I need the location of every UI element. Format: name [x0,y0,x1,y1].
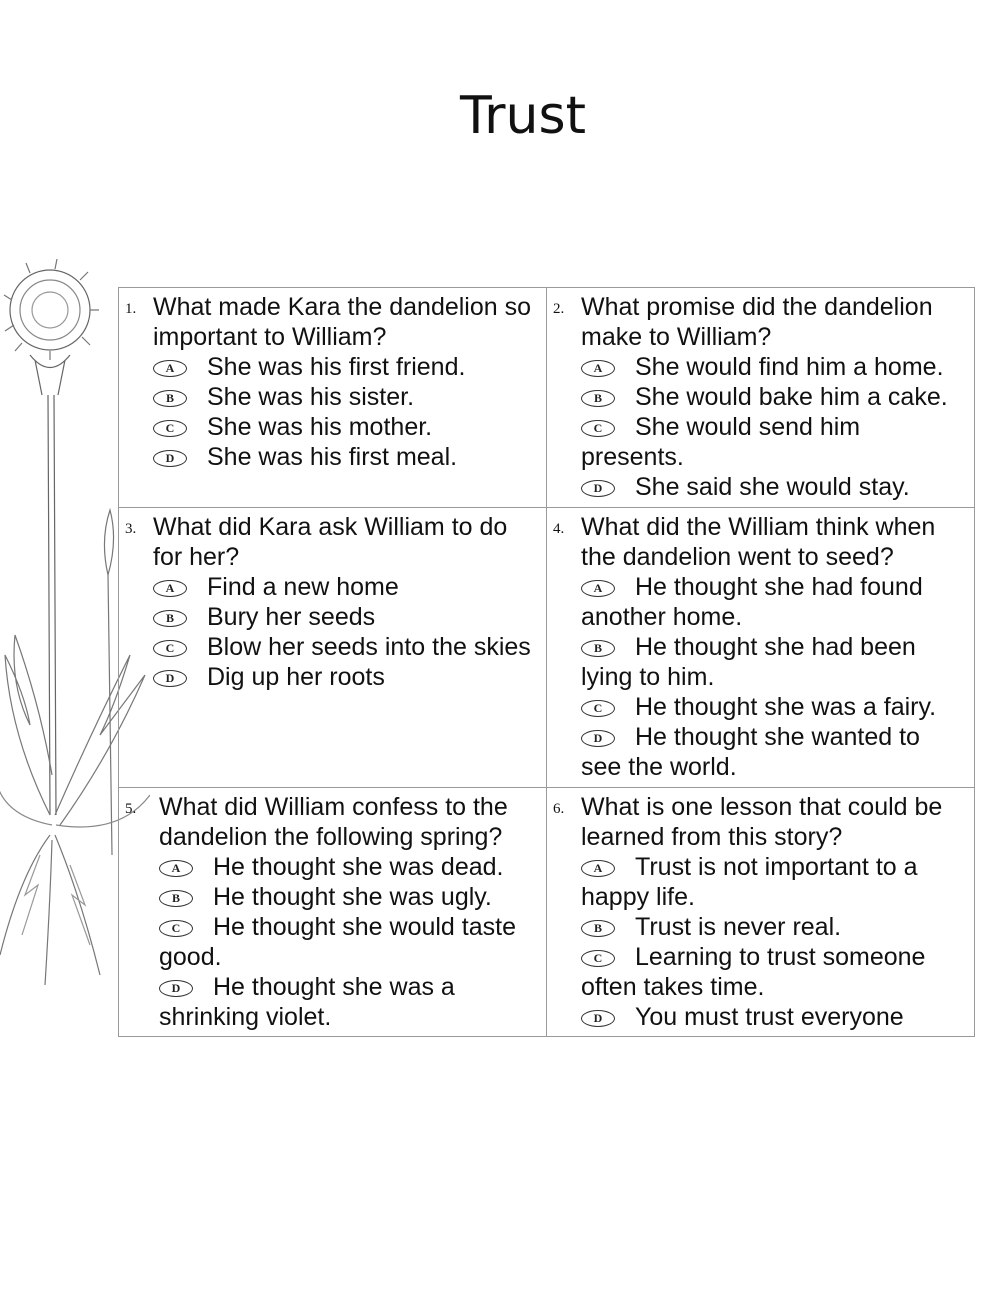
answer-bubble-c[interactable]: C [581,950,615,967]
answer-bubble-d[interactable]: D [153,450,187,467]
answer-bubble-c[interactable]: C [581,420,615,437]
answer-bubble-b[interactable]: B [153,610,187,627]
question-6 [547,788,975,1037]
option-text: She was his first meal. [207,443,458,471]
question-4 [547,508,975,788]
question-number: 6. [553,801,565,817]
option-b[interactable] [153,382,538,412]
option-b[interactable] [581,632,966,692]
option-a[interactable] [159,852,538,882]
option-a[interactable] [153,352,538,382]
option-text: He thought she was ugly. [213,883,492,911]
option-text: Trust is never real. [635,913,842,941]
answer-bubble-d[interactable]: D [153,670,187,687]
answer-bubble-b[interactable]: B [581,390,615,407]
question-text: What did William confess to the dandelion the following spring? [159,793,508,851]
option-d[interactable] [153,442,538,472]
option-text: She would send him presents. [581,413,861,471]
option-c[interactable] [581,412,966,472]
question-5 [119,788,547,1037]
option-a[interactable] [581,352,966,382]
answer-bubble-c[interactable]: C [153,420,187,437]
option-text: Trust is not important to a happy life. [581,853,918,911]
option-c[interactable] [153,412,538,442]
option-a[interactable] [581,572,966,632]
option-text: Dig up her roots [207,663,385,691]
question-text: What did the William think when the dandelion went to seed? [581,513,936,571]
option-text: Learning to trust someone often takes time. [581,943,926,1001]
answer-bubble-b[interactable]: B [581,640,615,657]
question-number: 3. [125,521,137,537]
option-text: He thought she had found another home. [581,573,923,631]
answer-bubble-d[interactable]: D [581,1010,615,1027]
answer-bubble-c[interactable]: C [581,700,615,717]
question-2 [547,288,975,508]
option-text: He thought she was a fairy. [635,693,937,721]
answer-bubble-a[interactable]: A [581,860,615,877]
option-text: She was his sister. [207,383,415,411]
question-text: What is one lesson that could be learned from this story? [581,793,943,851]
option-text: He thought she was a shrinking violet. [159,973,455,1031]
answer-bubble-a[interactable]: A [581,580,615,597]
question-1 [119,288,547,508]
option-text: Blow her seeds into the skies [207,633,531,661]
option-a[interactable] [581,852,966,912]
answer-bubble-d[interactable]: D [581,480,615,497]
answer-bubble-a[interactable]: A [153,360,187,377]
option-text: He thought she was dead. [213,853,504,881]
question-text: What made Kara the dandelion so important to William? [153,293,532,351]
answer-bubble-b[interactable]: B [581,920,615,937]
option-text: He thought she would taste good. [159,913,516,971]
option-text: She would bake him a cake. [635,383,948,411]
option-c[interactable] [153,632,538,662]
answer-bubble-d[interactable]: D [581,730,615,747]
answer-bubble-b[interactable]: B [159,890,193,907]
option-c[interactable] [581,942,966,1002]
question-number: 1. [125,301,137,317]
option-c[interactable] [581,692,966,722]
question-text: What did Kara ask William to do for her? [153,513,508,571]
question-grid [118,287,975,1037]
option-d[interactable] [153,662,538,692]
option-text: She was his mother. [207,413,433,441]
option-d[interactable] [581,722,966,782]
page-title: Trust [460,86,586,146]
answer-bubble-d[interactable]: D [159,980,193,997]
option-c[interactable] [159,912,538,972]
answer-bubble-c[interactable]: C [159,920,193,937]
option-text: You must trust everyone [635,1003,904,1031]
option-text: Find a new home [207,573,399,601]
option-d[interactable] [581,472,966,502]
option-b[interactable] [581,912,966,942]
option-text: She was his first friend. [207,353,466,381]
question-number: 4. [553,521,565,537]
option-b[interactable] [153,602,538,632]
answer-bubble-b[interactable]: B [153,390,187,407]
option-b[interactable] [159,882,538,912]
option-text: He thought she had been lying to him. [581,633,916,691]
flower-head [4,259,99,360]
question-text: What promise did the dandelion make to William? [581,293,933,351]
option-text: He thought she wanted to see the world. [581,723,920,781]
option-a[interactable] [153,572,538,602]
answer-bubble-c[interactable]: C [153,640,187,657]
option-d[interactable] [581,1002,966,1032]
question-3 [119,508,547,788]
question-number: 2. [553,301,565,317]
option-text: She would find him a home. [635,353,944,381]
option-b[interactable] [581,382,966,412]
option-d[interactable] [159,972,538,1032]
question-number: 5. [125,801,137,817]
answer-bubble-a[interactable]: A [159,860,193,877]
option-text: Bury her seeds [207,603,376,631]
answer-bubble-a[interactable]: A [153,580,187,597]
answer-bubble-a[interactable]: A [581,360,615,377]
option-text: She said she would stay. [635,473,910,501]
